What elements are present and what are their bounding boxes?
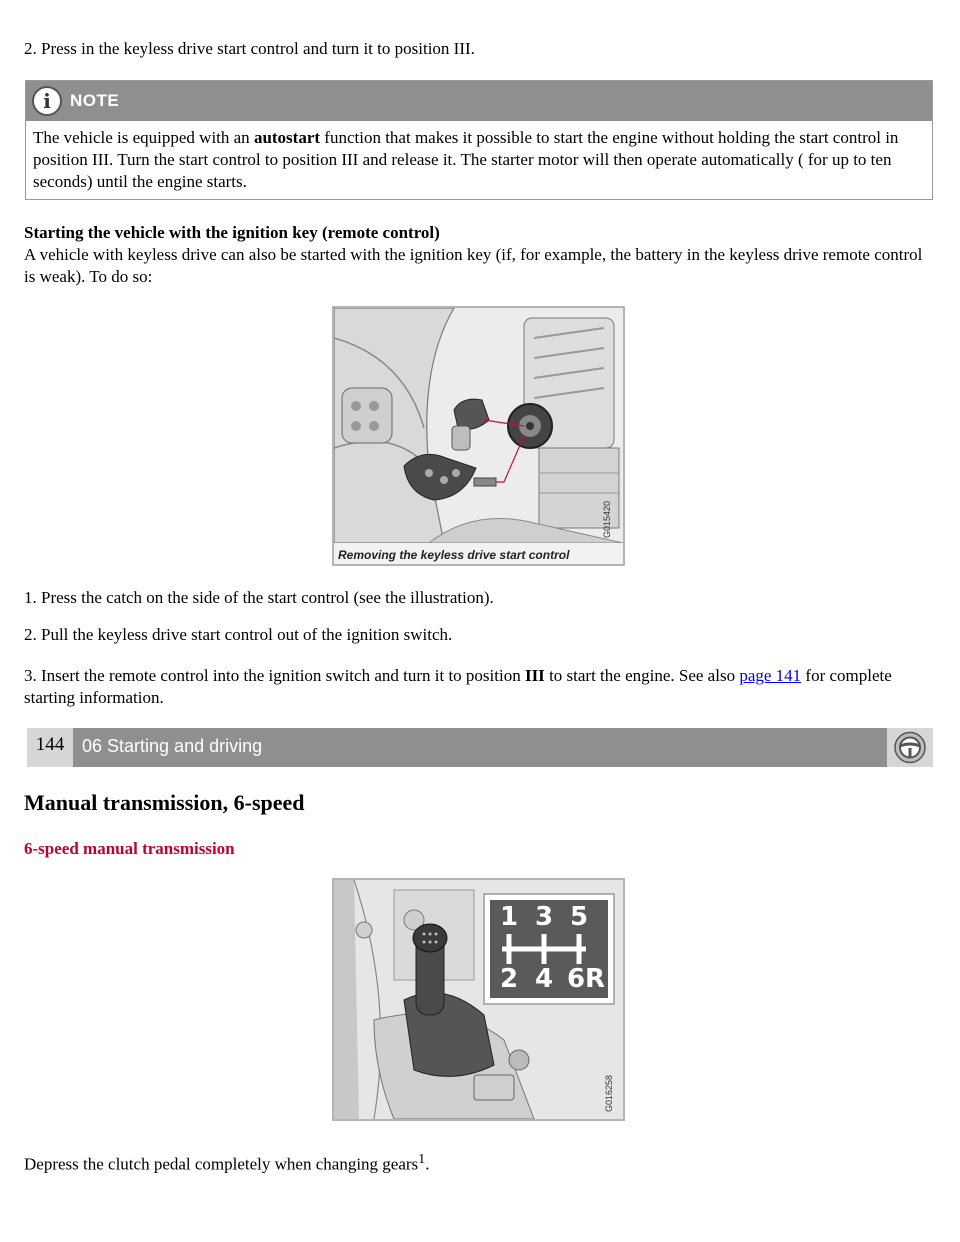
section-title: Manual transmission, 6-speed (24, 790, 305, 815)
ignition-text: A vehicle with keyless drive can also be started with the ignition key (if, for example, the battery in the keyless drive remote control is weak). To do so: (24, 245, 923, 286)
gear-4: 4 (534, 964, 554, 994)
clutch-instruction: Depress the clutch pedal completely when changing gears$^1$. (24, 1151, 430, 1174)
gear-3: 3 (534, 902, 554, 932)
intro-step: 2. Press in the keyless drive start control and turn it to position III. (24, 39, 475, 58)
keyless-illustration (334, 308, 623, 543)
page-141-link[interactable]: page 141 (739, 666, 802, 685)
gear-diagram (490, 900, 608, 998)
autostart-term: autostart (253, 128, 321, 147)
ignition-heading: Starting the vehicle with the ignition key (remote control) (24, 223, 440, 242)
keyless-start-figure (332, 306, 625, 566)
chapter-header (27, 728, 933, 767)
figure1-caption: Removing the keyless drive start control (338, 548, 570, 562)
gear-1: 1 (499, 902, 519, 932)
figure2-code: G016258 (604, 1074, 614, 1112)
gear-5: 5 (569, 902, 589, 932)
chapter-title: 06 Starting and driving (82, 736, 263, 756)
gear-6: 6 (566, 964, 586, 994)
page-number: 144 (27, 728, 73, 767)
note-label: NOTE (70, 91, 120, 110)
gear-R: R (585, 964, 606, 994)
position-III: III (524, 666, 545, 685)
subsection-title: 6-speed manual transmission (24, 839, 235, 858)
step-2: 2. Pull the keyless drive start control out of the ignition switch. (24, 625, 453, 644)
info-icon: i (32, 86, 62, 116)
step-1: 1. Press the catch on the side of the start control (see the illustration). (24, 588, 494, 607)
note-header (26, 81, 932, 121)
ignition-paragraph (24, 222, 934, 288)
note-box (25, 80, 933, 200)
figure1-code: G015420 (602, 500, 612, 538)
gear-shift-figure (332, 878, 625, 1121)
steering-wheel-icon (887, 728, 933, 767)
step-3: 3. Insert the remote control into the ignition switch and turn it to position III to start the engine. See also page 141 for complete starting information. (24, 666, 892, 707)
gear-2: 2 (499, 964, 519, 994)
note-text: The vehicle is equipped with an autostart function that makes it possible to start the engine without holding the start control in position III. Turn the start control to position III and release it. The starter motor will then operate automatically ( for up to ten seconds) until the engine starts. (33, 128, 899, 191)
footnote-ref: 1 (418, 1151, 426, 1167)
